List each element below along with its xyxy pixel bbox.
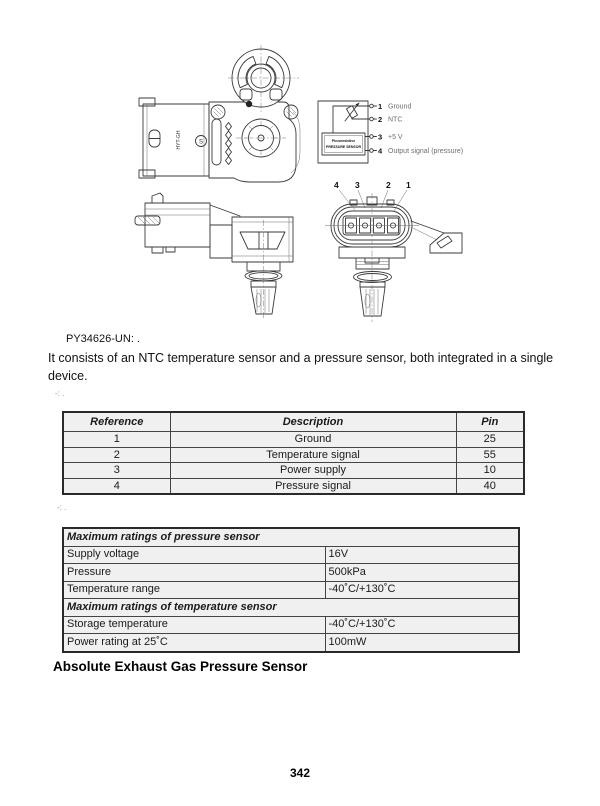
- column-header: Description: [170, 412, 456, 432]
- pin-cell: 10: [456, 463, 524, 479]
- description-cell: Ground: [170, 432, 456, 448]
- table-row: [63, 463, 524, 479]
- table-row: [63, 581, 519, 599]
- intro-paragraph: It consists of an NTC temperature sensor and a pressure sensor, both integrated in a single device.: [48, 351, 554, 383]
- rating-value-cell: -40˚C/+130˚C: [325, 616, 519, 634]
- description-cell: Power supply: [170, 463, 456, 479]
- front-pin-number: 3: [355, 180, 360, 190]
- table-marker: -: .: [55, 389, 65, 398]
- sensor-figure: [120, 40, 600, 330]
- table-row: [63, 564, 519, 582]
- rating-name-cell: Supply voltage: [63, 546, 325, 564]
- rating-name-cell: Storage temperature: [63, 616, 325, 634]
- schematic-box-label: Piezoresistive: [331, 139, 356, 143]
- schematic-pin-number: 1: [378, 102, 383, 111]
- front-pin-number: 4: [334, 180, 339, 190]
- front-pin-number: 2: [386, 180, 391, 190]
- schematic-pin-number: 4: [378, 146, 383, 156]
- page-number: 342: [289, 766, 311, 780]
- side-view-drawing: [135, 193, 293, 320]
- body-marking-text: HYT-GH: [176, 130, 182, 150]
- section-title: Maximum ratings of temperature sensor: [63, 599, 519, 617]
- description-cell: Pressure signal: [170, 478, 456, 494]
- reference-cell: 4: [63, 478, 170, 494]
- circled-marking-text: S: [198, 139, 204, 146]
- table-row: [63, 432, 524, 448]
- schematic-pin-number: 3: [378, 132, 383, 142]
- maximum-ratings-table: [62, 527, 520, 653]
- diamond-markers: [226, 123, 232, 165]
- rating-value-cell: -40˚C/+130˚C: [325, 581, 519, 599]
- rating-value-cell: 100mW: [325, 634, 519, 652]
- rating-name-cell: Power rating at 25˚C: [63, 634, 325, 652]
- column-header: Reference: [63, 412, 170, 432]
- section-heading: Absolute Exhaust Gas Pressure Sensor: [53, 659, 308, 674]
- table-marker: -: .: [57, 503, 67, 512]
- wiring-schematic: [318, 101, 463, 163]
- pin-cell: 25: [456, 432, 524, 448]
- table-header-row: [63, 412, 524, 432]
- reference-cell: 2: [63, 447, 170, 463]
- rating-name-cell: Temperature range: [63, 581, 325, 599]
- table-row: [63, 546, 519, 564]
- pin-reference-table: [62, 411, 525, 495]
- table-row: [63, 616, 519, 634]
- rating-name-cell: Pressure: [63, 564, 325, 582]
- index-dot: [246, 101, 252, 107]
- description-cell: Temperature signal: [170, 447, 456, 463]
- schematic-pin-number: 2: [378, 115, 383, 124]
- schematic-box-label: PRESSURE SENSOR: [325, 145, 362, 149]
- table-row: [63, 634, 519, 652]
- reference-cell: 3: [63, 463, 170, 479]
- table-row: [63, 447, 524, 463]
- section-header-row: [63, 528, 519, 546]
- top-view-drawing: [139, 45, 300, 182]
- rating-value-cell: 16V: [325, 546, 519, 564]
- schematic-pin-label: NTC: [388, 116, 403, 124]
- column-header: Pin: [456, 412, 524, 432]
- pin-cell: 40: [456, 478, 524, 494]
- section-header-row: [63, 599, 519, 617]
- front-pin-number: 1: [406, 180, 411, 190]
- figure-caption: PY34626-UN: .: [66, 333, 140, 345]
- schematic-pin-label: Output signal (pressure): [388, 148, 464, 156]
- schematic-pin-label: Ground: [388, 103, 412, 111]
- reference-cell: 1: [63, 432, 170, 448]
- pin-cell: 55: [456, 447, 524, 463]
- section-title: Maximum ratings of pressure sensor: [63, 528, 519, 546]
- schematic-pin-label: +5 V: [388, 134, 403, 142]
- rating-value-cell: 500kPa: [325, 564, 519, 582]
- front-view-drawing: [325, 180, 462, 322]
- table-row: [63, 478, 524, 494]
